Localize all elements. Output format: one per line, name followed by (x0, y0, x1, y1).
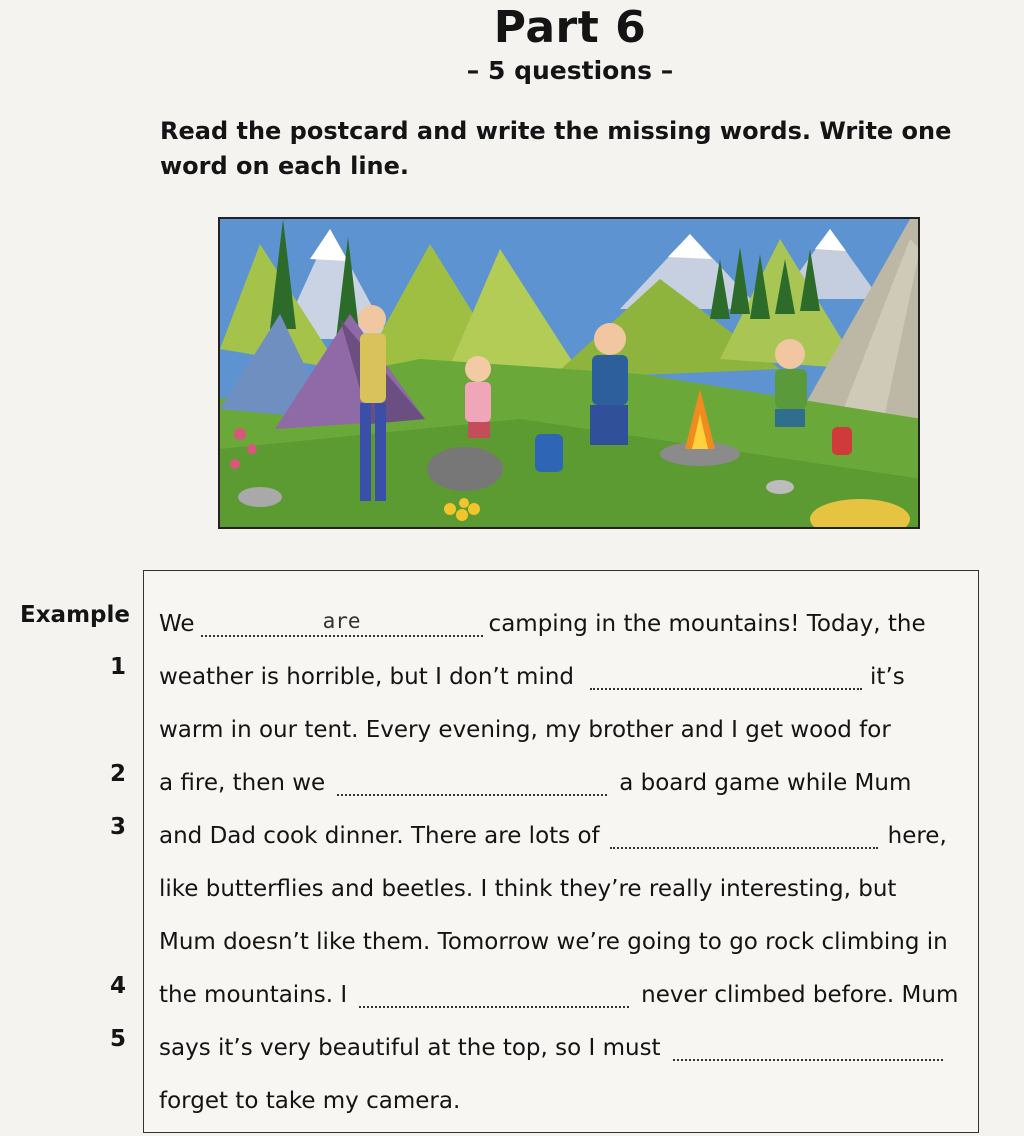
text-line (159, 650, 905, 690)
text-segment: a board game while Mum (619, 770, 912, 796)
text-segment: Mum doesn’t like them. Tomorrow we’re going to go rock climbing in (159, 929, 948, 955)
example-answer: are (322, 609, 361, 633)
text-line (159, 862, 896, 902)
text-segment: weather is horrible, but I don’t mind (159, 664, 575, 690)
text-segment: a fire, then we (159, 770, 326, 796)
text-line (159, 756, 911, 796)
text-segment: We (159, 611, 195, 637)
postcard-text (143, 570, 979, 1133)
example-answer-line (201, 609, 483, 637)
text-segment: it’s (870, 664, 905, 690)
text-line (159, 915, 948, 955)
text-segment: camping in the mountains! Today, the (488, 611, 926, 637)
answer-line-3[interactable] (610, 821, 878, 849)
text-segment: here, (887, 823, 947, 849)
example-label: Example (20, 602, 130, 628)
text-segment: and Dad cook dinner. There are lots of (159, 823, 600, 849)
question-number-1: 1 (109, 654, 126, 680)
question-number-2: 2 (109, 761, 126, 787)
question-count: – 5 questions – (466, 56, 674, 85)
answer-line-5[interactable] (673, 1033, 943, 1061)
text-segment: never climbed before. Mum (641, 982, 959, 1008)
text-line (159, 1074, 460, 1114)
text-segment: forget to take my camera. (159, 1088, 461, 1114)
answer-line-4[interactable] (359, 980, 629, 1008)
text-line (159, 597, 926, 637)
answer-line-2[interactable] (337, 768, 607, 796)
question-number-5: 5 (109, 1026, 126, 1052)
text-line (159, 968, 958, 1008)
text-line (159, 809, 947, 849)
text-segment: the mountains. I (159, 982, 348, 1008)
text-line (159, 1021, 943, 1061)
page-title: Part 6 (493, 2, 647, 53)
text-segment: like butterflies and beetles. I think they’re really interesting, but (159, 876, 897, 902)
camping-illustration (218, 217, 920, 529)
text-line (159, 703, 891, 743)
question-number-3: 3 (109, 814, 126, 840)
answer-line-1[interactable] (590, 662, 862, 690)
text-segment: warm in our tent. Every evening, my brother and I get wood for (159, 717, 891, 743)
question-number-4: 4 (109, 973, 126, 999)
instructions: Read the postcard and write the missing words. Write one word on each line. (160, 117, 952, 180)
text-segment: says it’s very beautiful at the top, so I must (159, 1035, 661, 1061)
